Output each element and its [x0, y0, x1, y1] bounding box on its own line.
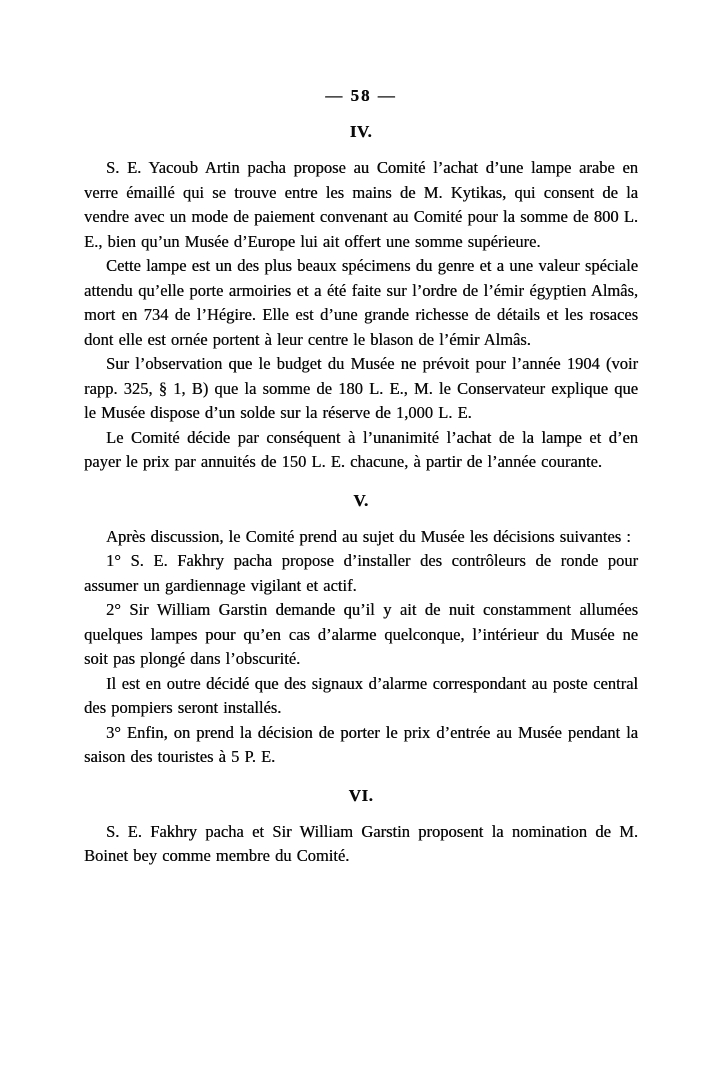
paragraph: Il est en outre décidé que des signaux d’alarme correspondant au poste central des pompiers seront installés.: [84, 673, 638, 717]
page-number: — 58 —: [325, 86, 397, 105]
paragraph: Le Comité décide par conséquent à l’unanimité l’achat de la lampe et d’en payer le prix par annuités de 150 L. E. chacune, à partir de l’année courante.: [84, 427, 638, 471]
section-heading: V.: [353, 490, 369, 510]
section-iv: [84, 122, 638, 475]
paragraph: Sur l’observation que le budget du Musée ne prévoit pour l’année 1904 (voir rapp. 325, § 1, B) que la somme de 180 L. E., M. le Conservateur explique que le Musée dispose d’un solde sur la réserve de 1,000 L. E.: [84, 354, 638, 422]
paragraph: Cette lampe est un des plus beaux spécimens du genre et a une valeur spéciale attendu qu’elle porte armoiries et a été faite sur l’ordre de l’émir égyptien Almâs, mort en 734 de l’Hégire. Elle est d’une grande richesse de détails et les rosaces dont elle est ornée portent à leur centre le blason de l’émir Almâs.: [84, 256, 638, 349]
section-heading: VI.: [348, 785, 374, 805]
paragraph: S. E. Fakhry pacha et Sir William Garstin proposent la nomination de M. Boinet bey comme membre du Comité.: [84, 821, 638, 865]
text-block: [84, 0, 638, 869]
section-heading: IV.: [349, 122, 373, 141]
paragraph: Après discussion, le Comité prend au sujet du Musée les décisions suivantes :: [106, 526, 631, 546]
paragraph: 3° Enfin, on prend la décision de porter le prix d’entrée au Musée pendant la saison des touristes à 5 P. E.: [84, 722, 638, 766]
section-v: [84, 491, 638, 770]
paragraph: 1° S. E. Fakhry pacha propose d’installer des contrôleurs de ronde pour assumer un gardiennage vigilant et actif.: [84, 551, 638, 595]
paragraph: 2° Sir William Garstin demande qu’il y ait de nuit constamment allumées quelques lampes pour qu’en cas d’alarme quelconque, l’intérieur du Musée ne soit pas plongé dans l’obscurité.: [84, 600, 638, 668]
section-vi: [84, 786, 638, 869]
paragraph: S. E. Yacoub Artin pacha propose au Comité l’achat d’une lampe arabe en verre émaillé qui se trouve entre les mains de M. Kytikas, qui consent de la vendre avec un mode de paiement convenant au Comité pour la somme de 800 L. E., bien qu’un Musée d’Europe lui ait offert une somme supérieure.: [84, 158, 638, 251]
